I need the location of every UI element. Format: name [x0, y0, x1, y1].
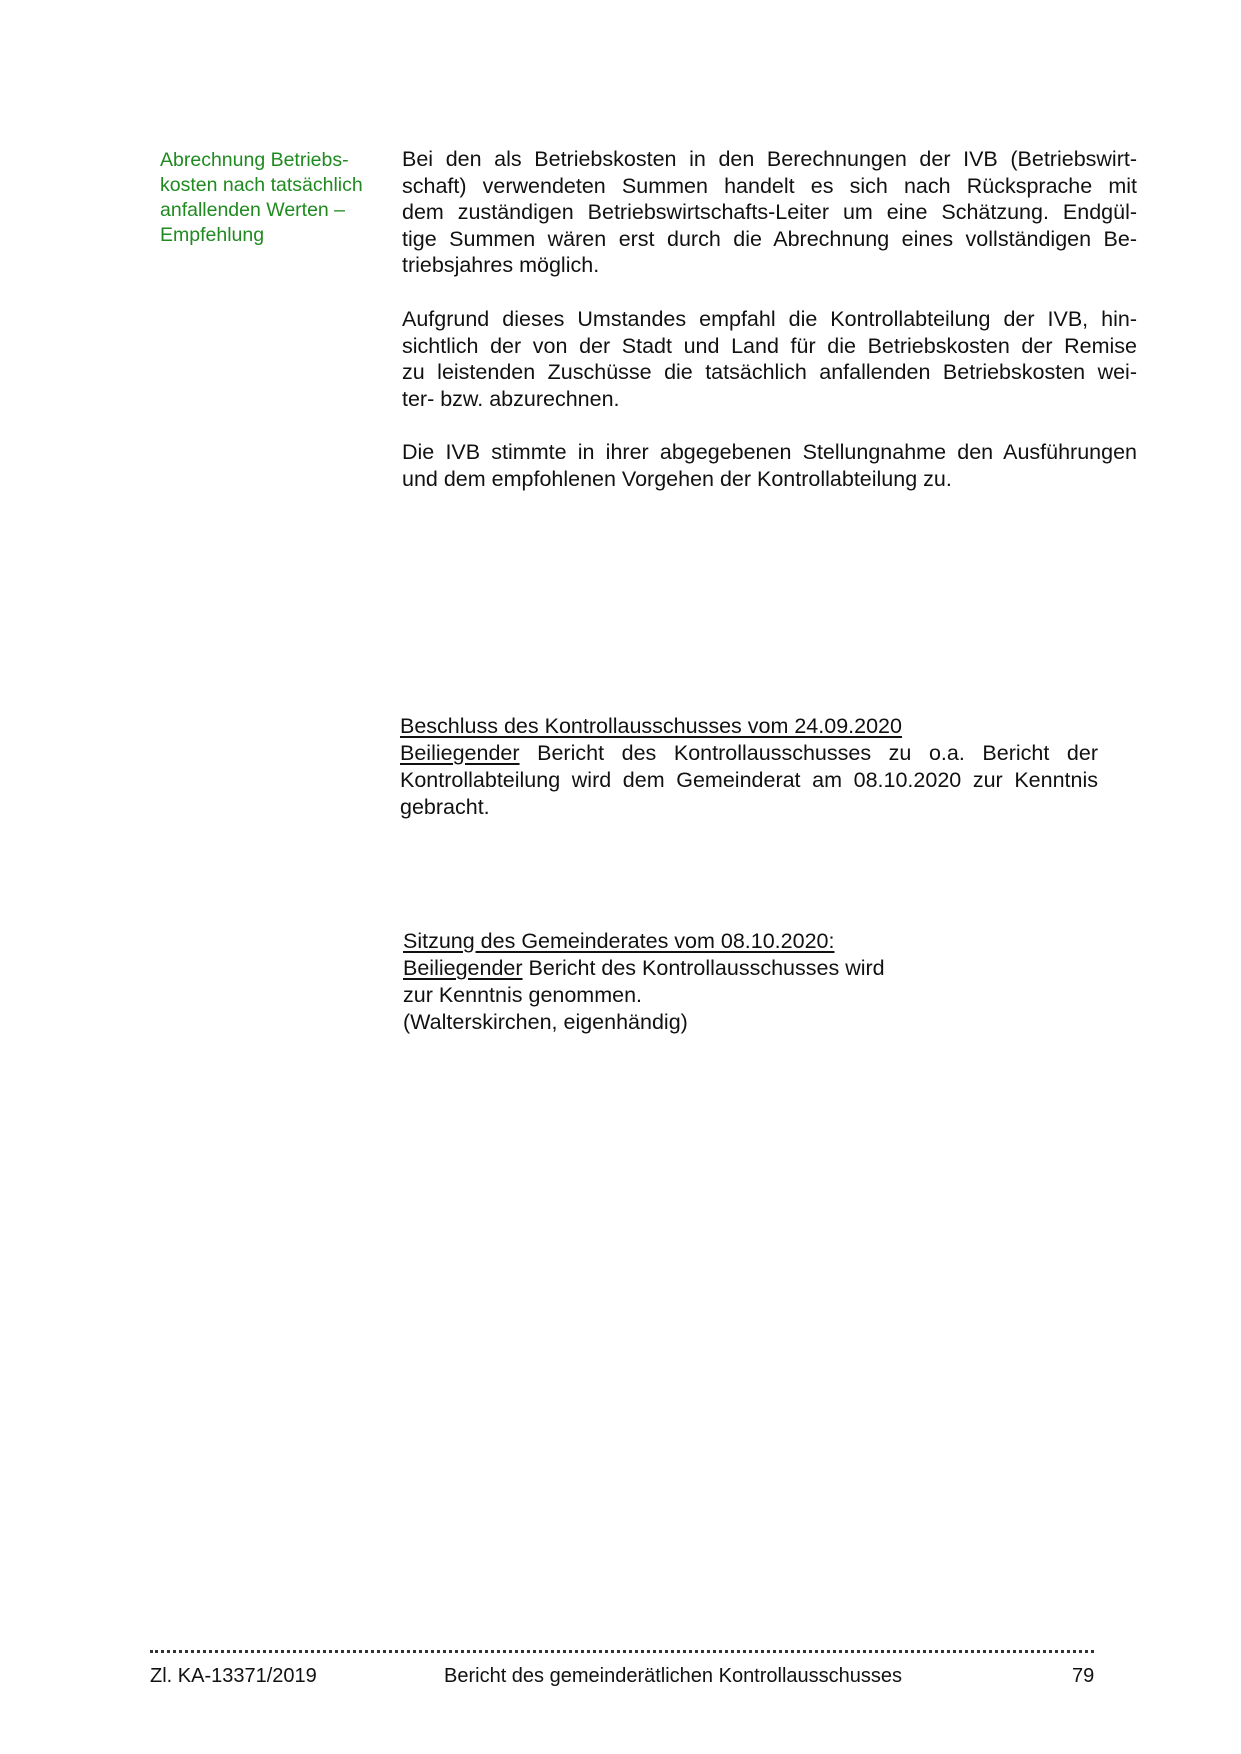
paragraph-line: Bei den als Betriebskosten in den Berechnungen der IVB (Betriebswirt- — [402, 147, 1137, 171]
paragraph-line: ter- bzw. abzurechnen. — [402, 386, 620, 411]
paragraph-line: zu leistenden Zuschüsse die tatsächlich anfallenden Betriebskosten wei- — [402, 360, 1137, 384]
margin-note-line: Abrechnung Betriebs- — [160, 149, 349, 171]
footer-reference: Zl. KA-13371/2019 — [150, 1665, 317, 1687]
paragraph-line: tige Summen wären erst durch die Abrechnung eines vollständigen Be- — [402, 226, 1137, 251]
paragraph-line: triebsjahres möglich. — [402, 253, 600, 277]
council-session — [403, 928, 923, 1036]
margin-note-line: Empfehlung — [160, 224, 265, 246]
paragraph-line: schaft) verwendeten Summen handelt es sich nach Rücksprache mit — [402, 173, 1137, 198]
margin-note-line: kosten nach tatsächlich — [160, 174, 363, 196]
council-heading: Sitzung des Gemeinderates vom 08.10.2020: — [403, 929, 835, 953]
resolution-line: gebracht. — [400, 795, 490, 819]
paragraph-line: dem zuständigen Betriebswirtschafts-Leiter um eine Schätzung. Endgül- — [402, 200, 1137, 224]
committee-resolution — [400, 713, 1098, 821]
margin-note-line: anfallenden Werten – — [160, 199, 346, 221]
paragraph-ivb-statement — [402, 439, 1137, 492]
council-first-word: Beiliegender — [403, 956, 523, 980]
council-line — [403, 955, 923, 982]
council-line: zur Kenntnis genommen. — [403, 983, 643, 1007]
council-signature: (Walterskirchen, eigenhändig) — [403, 1010, 688, 1034]
page-number: 79 — [1072, 1665, 1095, 1687]
paragraph-line: Die IVB stimmte in ihrer abgegebenen Stellungnahme den Ausführungen — [402, 440, 1137, 464]
resolution-first-word: Beiliegender — [400, 741, 520, 765]
resolution-line-rest: Bericht des Kontrollausschusses zu o.a. Bericht der — [519, 741, 1098, 765]
footer-title: Bericht des gemeinderätlichen Kontrollausschusses — [444, 1665, 903, 1687]
resolution-line: Kontrollabteilung wird dem Gemeinderat am 08.10.2020 zur Kenntnis — [400, 768, 1098, 792]
footer-divider — [150, 1650, 1094, 1653]
paragraph-line: Aufgrund dieses Umstandes empfahl die Kontrollabteilung der IVB, hin- — [402, 307, 1137, 331]
margin-note — [160, 148, 392, 248]
resolution-heading: Beschluss des Kontrollausschusses vom 24.09.2020 — [400, 714, 902, 738]
resolution-line — [400, 740, 1098, 767]
council-line-rest: Bericht des Kontrollausschusses wird — [522, 956, 885, 980]
paragraph-recommendation — [402, 306, 1137, 412]
paragraph-line: sichtlich der von der Stadt und Land für die Betriebskosten der Remise — [402, 333, 1137, 358]
paragraph-operating-costs — [402, 146, 1137, 279]
paragraph-line: und dem empfohlenen Vorgehen der Kontrollabteilung zu. — [402, 466, 952, 491]
